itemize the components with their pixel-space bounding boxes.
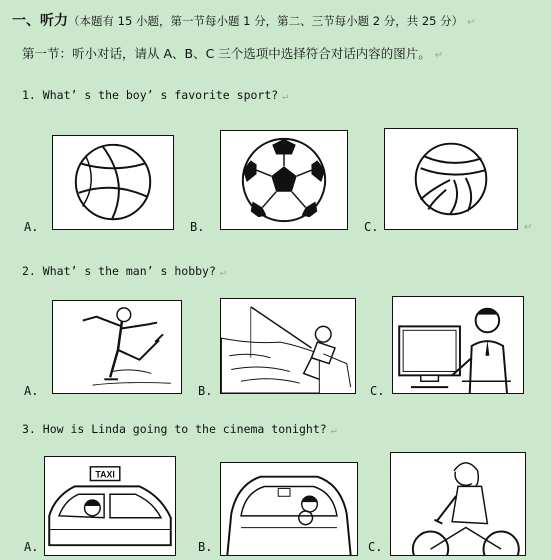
option-3a-taxi-image[interactable] <box>44 456 176 556</box>
paragraph-mark-icon: ↵ <box>219 267 226 278</box>
section-instruction-text: 第一节：听小对话，请从 A、B、C 三个选项中选择符合对话内容的图片。 <box>22 46 431 61</box>
option-2b-label[interactable]: B. <box>198 384 213 398</box>
option-1a-basketball-image[interactable] <box>52 135 174 230</box>
question-1 <box>22 88 288 102</box>
option-3c-bicycle-image[interactable] <box>390 452 526 556</box>
title-parenthetical: （本题有 15 小题，第一节每小题 1 分，第二、三节每小题 2 分，共 25 分） <box>68 14 464 28</box>
section-title <box>12 10 476 30</box>
paragraph-mark-icon: ↵ <box>282 91 289 102</box>
section-instruction <box>22 44 443 62</box>
question-3 <box>22 422 337 436</box>
option-2c-label[interactable]: C. <box>370 384 385 398</box>
option-3c-label[interactable]: C. <box>368 540 383 554</box>
paragraph-mark-icon: ↵ <box>467 17 476 28</box>
option-2a-label[interactable]: A. <box>24 384 39 398</box>
question-number: 2. <box>22 264 36 278</box>
option-1c-label[interactable]: C. <box>364 220 379 234</box>
paragraph-mark-icon: ↵ <box>434 50 444 61</box>
title-bold: 一、听力 <box>12 13 68 29</box>
option-2a-ice-skating-image[interactable] <box>52 300 182 394</box>
option-3b-label[interactable]: B. <box>198 540 213 554</box>
option-1c-volleyball-image[interactable] <box>384 128 518 230</box>
option-1a-label[interactable]: A. <box>24 220 39 234</box>
option-1b-soccer-ball-image[interactable] <box>220 130 348 230</box>
option-2c-computer-image[interactable] <box>392 296 524 394</box>
question-number: 3. <box>22 422 36 436</box>
question-number: 1. <box>22 88 36 102</box>
taxi-sign-text: TAXI <box>95 469 115 480</box>
question-text: What’ s the man’ s hobby? <box>42 264 216 278</box>
option-1b-label[interactable]: B. <box>190 220 205 234</box>
option-3a-label[interactable]: A. <box>24 540 39 554</box>
question-text: What’ s the boy’ s favorite sport? <box>42 88 279 102</box>
question-2 <box>22 264 226 278</box>
paragraph-mark-icon: ↵ <box>524 222 533 233</box>
paragraph-mark-icon: ↵ <box>330 425 337 436</box>
option-3b-car-image[interactable] <box>220 462 358 556</box>
option-2b-fishing-image[interactable] <box>220 298 356 394</box>
question-text: How is Linda going to the cinema tonight? <box>42 422 327 436</box>
